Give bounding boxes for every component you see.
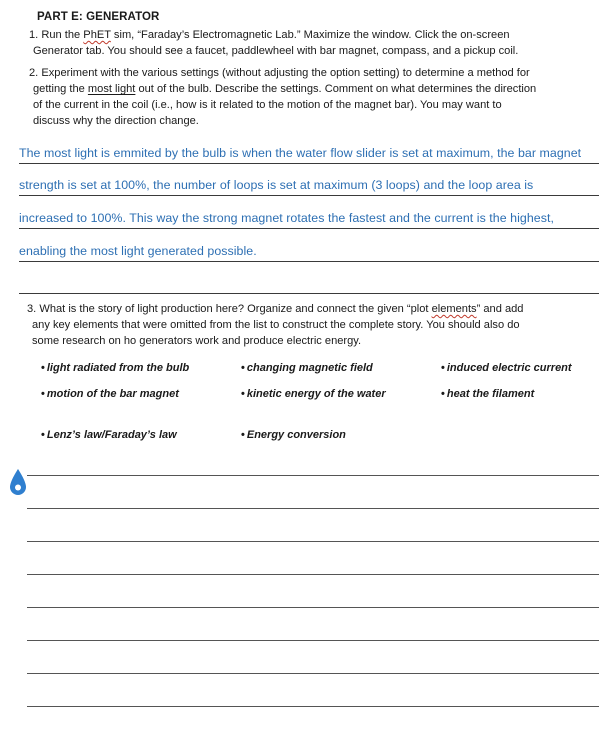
section-title: PART E: GENERATOR xyxy=(37,11,160,23)
plot-element-label: light radiated from the bulb xyxy=(46,362,190,374)
bullet-dot: • xyxy=(241,388,245,400)
question-1-line-2: Generator tab. You should see a faucet, paddlewheel with bar magnet, compass, and a pickup coil. xyxy=(33,45,519,57)
question-2-line-4: discuss why the direction change. xyxy=(33,115,199,127)
answer-3-rule[interactable] xyxy=(27,706,599,707)
bullet-dot: • xyxy=(241,429,245,441)
question-2-text-b: getting the xyxy=(33,83,88,95)
most-light-underlined: most light xyxy=(87,83,136,95)
plot-element-label: Energy conversion xyxy=(246,429,346,441)
question-3-text-b: ” and add xyxy=(476,303,524,315)
answer-rule-1 xyxy=(19,163,599,164)
plot-element-item xyxy=(41,362,189,374)
answer-3-rule[interactable] xyxy=(27,574,599,575)
bullet-dot: • xyxy=(441,388,445,400)
bullet-dot: • xyxy=(41,388,45,400)
answer-rule-4 xyxy=(19,261,599,262)
question-2-line-3: of the current in the coil (i.e., how is it related to the motion of the magnet bar). You may want to xyxy=(33,99,502,111)
question-3-text-a: What is the story of light production here? Organize and connect the given “plot xyxy=(39,303,432,315)
plot-element-item xyxy=(241,388,386,400)
answer-3-rule[interactable] xyxy=(27,475,599,476)
plot-element-item xyxy=(41,429,177,441)
answer-3-rule[interactable] xyxy=(27,607,599,608)
answer-2-line-2[interactable]: strength is set at 100%, the number of loops is set at maximum (3 loops) and the loop area is xyxy=(19,178,534,192)
answer-2-line-1[interactable]: The most light is emmited by the bulb is when the water flow slider is set at maximum, the bar magnet xyxy=(19,146,582,160)
phet-word: PhET xyxy=(83,29,111,41)
plot-element-label: changing magnetic field xyxy=(246,362,373,374)
plot-element-item xyxy=(241,429,346,441)
answer-rule-3 xyxy=(19,228,599,229)
plot-element-item xyxy=(241,362,373,374)
water-drop-icon[interactable] xyxy=(9,468,27,496)
plot-element-label: kinetic energy of the water xyxy=(246,388,386,400)
plot-element-item xyxy=(441,388,534,400)
bullet-dot: • xyxy=(241,362,245,374)
plot-element-item xyxy=(441,362,572,374)
plot-element-label: Lenz’s law/Faraday’s law xyxy=(46,429,177,441)
question-3-number: 3. xyxy=(27,303,37,315)
question-1-text-b: sim, “Faraday’s Electromagnetic Lab.” Maximize the window. Click the on-screen xyxy=(110,29,510,41)
answer-rule-5 xyxy=(19,293,599,294)
bullet-dot: • xyxy=(41,362,45,374)
plot-element-label: motion of the bar magnet xyxy=(46,388,179,400)
question-2-number: 2. xyxy=(29,67,39,79)
answer-3-rule[interactable] xyxy=(27,508,599,509)
question-2-line-1 xyxy=(29,65,530,81)
question-2-text-a: Experiment with the various settings (without adjusting the option setting) to determine a method for xyxy=(41,67,530,79)
answer-3-rule[interactable] xyxy=(27,640,599,641)
bullet-dot: • xyxy=(41,429,45,441)
question-1-line-1 xyxy=(29,27,510,43)
answer-rule-2 xyxy=(19,195,599,196)
question-3-line-1 xyxy=(27,301,523,317)
answer-2-line-4[interactable]: enabling the most light generated possible. xyxy=(19,244,257,258)
plot-element-item xyxy=(41,388,179,400)
elements-word: elements xyxy=(431,303,477,315)
answer-3-rule[interactable] xyxy=(27,673,599,674)
question-3-line-2: any key elements that were omitted from the list to construct the complete story. You should also do xyxy=(32,319,520,331)
question-2-line-2 xyxy=(33,81,536,97)
plot-element-label: heat the filament xyxy=(446,388,535,400)
question-1-number: 1. xyxy=(29,29,39,41)
question-1-text-a: Run the xyxy=(41,29,84,41)
answer-2-line-3[interactable]: increased to 100%. This way the strong magnet rotates the fastest and the current is the highest, xyxy=(19,211,554,225)
question-2-text-c: out of the bulb. Describe the settings. Comment on what determines the direction xyxy=(135,83,537,95)
question-3-line-3: some research on ho generators work and produce electric energy. xyxy=(32,335,362,347)
bullet-dot: • xyxy=(441,362,445,374)
plot-element-label: induced electric current xyxy=(446,362,572,374)
answer-3-rule[interactable] xyxy=(27,541,599,542)
